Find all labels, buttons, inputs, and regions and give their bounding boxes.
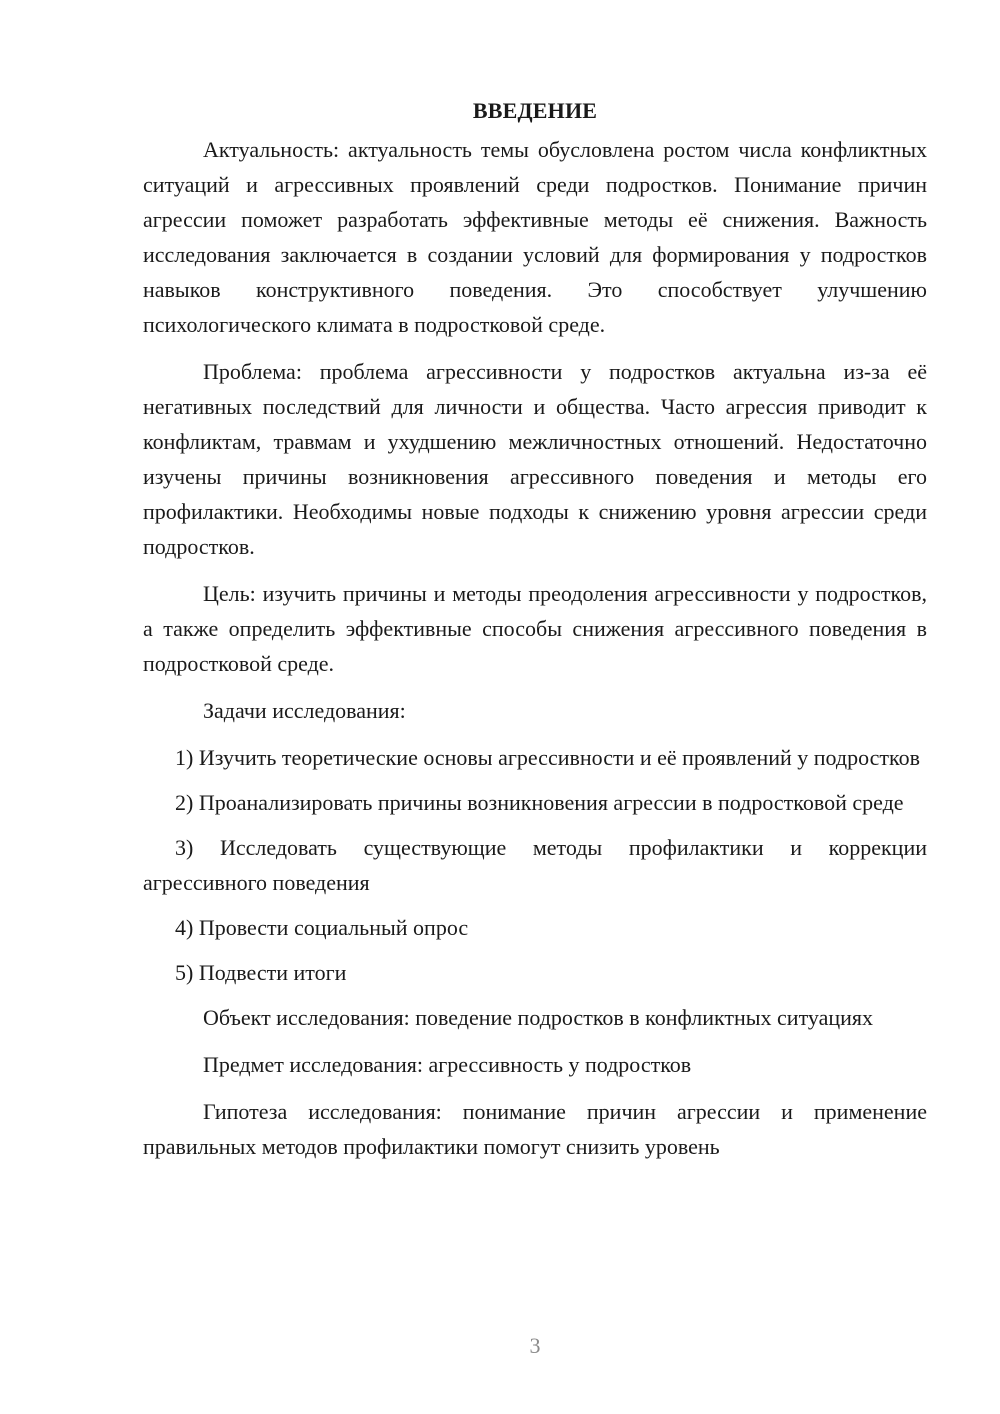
section-title: ВВЕДЕНИЕ — [472, 98, 598, 123]
hypothesis-paragraph: Гипотеза исследования: понимание причин агрессии и применение правильных методов профилактики помогут снизить уровень — [143, 1099, 927, 1159]
object-paragraph: Объект исследования: поведение подростков в конфликтных ситуациях — [203, 1005, 874, 1030]
task-item-1: 1) Изучить теоретические основы агрессивности и её проявлений у подростков — [175, 745, 921, 770]
subject-paragraph: Предмет исследования: агрессивность у подростков — [203, 1052, 692, 1077]
problem-paragraph: Проблема: проблема агрессивности у подростков актуальна из-за её негативных последствий для личности и общества. Часто агрессия приводит к конфликтам, травмам и ухудшению межличностных отношений. Недостаточно изучены причины возникновения агрессивного поведения и методы его профилактики. Необходимы новые подходы к снижению уровня агрессии среди подростков. — [143, 359, 927, 559]
task-item-2: 2) Проанализировать причины возникновения агрессии в подростковой среде — [175, 790, 904, 815]
task-item-3: 3) Исследовать существующие методы профилактики и коррекции агрессивного поведения — [143, 835, 927, 895]
relevance-paragraph: Актуальность: актуальность темы обусловлена ростом числа конфликтных ситуаций и агрессивных проявлений среди подростков. Понимание причин агрессии поможет разработать эффективные методы её снижения. Важность исследования заключается в создании условий для формирования у подростков навыков конструктивного поведения. Это способствует улучшению психологического климата в подростковой среде. — [143, 137, 927, 337]
task-item-5: 5) Подвести итоги — [175, 960, 347, 985]
document-body — [143, 93, 927, 1176]
page-number: 3 — [529, 1333, 541, 1358]
tasks-heading: Задачи исследования: — [203, 698, 406, 723]
goal-paragraph: Цель: изучить причины и методы преодоления агрессивности у подростков, а также определить эффективные способы снижения агрессивного поведения в подростковой среде. — [143, 581, 927, 676]
task-item-4: 4) Провести социальный опрос — [175, 915, 469, 940]
